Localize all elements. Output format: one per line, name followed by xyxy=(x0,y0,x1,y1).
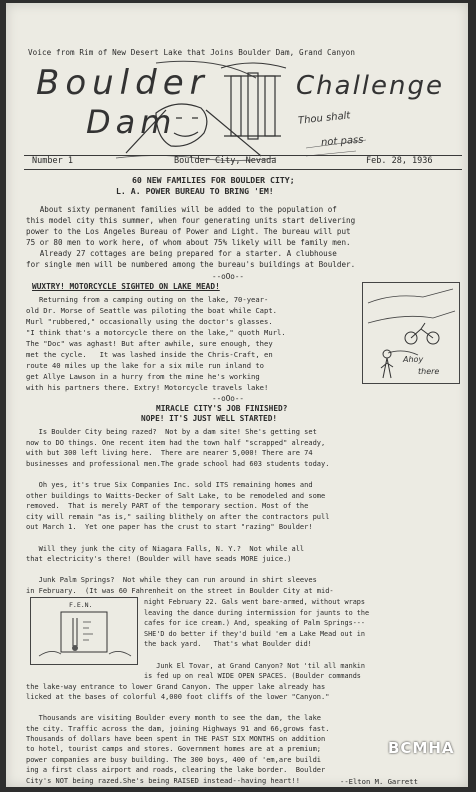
issue-date: Feb. 28, 1936 xyxy=(366,156,433,166)
watermark: BCMHA xyxy=(388,739,455,757)
story2-headline: WUXTRY! MOTORCYCLE SIGHTED ON LAKE MEAD! xyxy=(32,282,220,291)
lead-line: for single men will be numbered among the bureau's buildings at Boulder. xyxy=(26,260,356,269)
story3-line: leaving the dance during intermission for jaunts to the xyxy=(144,608,370,617)
divider: --oOo-- xyxy=(212,394,245,403)
story3-line: SHE'D do better if they'd build 'em a Lake Mead out in xyxy=(144,629,365,638)
thermometer-sketch-box xyxy=(30,597,138,665)
story3-line: now to DO things. One recent item had the town half "scrapped" already, xyxy=(26,438,326,447)
lead-line: 75 or 80 men to work here, of whom about 75% likely will be family men. xyxy=(26,238,351,247)
story3-line xyxy=(26,533,334,544)
story3-line: Junk El Tovar, at Grand Canyon? Not 'til all mankin xyxy=(144,661,365,670)
sketch-caption-2: there xyxy=(418,367,440,376)
story3-wrap-body xyxy=(144,597,369,682)
lead-line: this model city this summer, when four generating units start delivering xyxy=(26,216,356,225)
sketch-caption-1: Ahoy xyxy=(403,355,424,364)
lead-body xyxy=(26,204,355,270)
motorcycle-sketch-icon xyxy=(363,283,459,383)
story3-line: is fed up on real WIDE OPEN SPACES. (Boulder commands xyxy=(144,672,361,681)
title-challenge: Challenge xyxy=(296,71,444,101)
newsletter-page xyxy=(6,3,468,787)
story3-line: the back yard. That's what Boulder did! xyxy=(144,640,312,649)
story3-line: in February. (It was 60 Fahrenheit on the street in Boulder City at mid- xyxy=(26,586,334,595)
story3-line xyxy=(144,650,369,661)
motto-line-2: not pass xyxy=(320,134,364,149)
story3-line: Thousands of dollars have been spent in THE PAST SIX MONTHS on addition xyxy=(26,735,326,744)
story3-line: businesses and professional men.The grade school had 603 students today. xyxy=(26,459,330,468)
story3-line: removed. That is merely PART of the temporary section. Most of the xyxy=(26,502,309,511)
story3-headline-2: NOPE! IT'S JUST WELL STARTED! xyxy=(141,414,278,423)
story2-body xyxy=(26,294,286,393)
story3-line: the city. Traffic across the dam, joining Highways 91 and 66,grows fast. xyxy=(26,724,330,733)
tagline: Voice from Rim of New Desert Lake that Joins Boulder Dam, Grand Canyon xyxy=(28,48,356,57)
story3-line: City's NOT being razed.She's being RAISED instead--having heart!! xyxy=(26,776,300,785)
story3-line xyxy=(26,565,334,576)
lead-headline-1: 60 NEW FAMILIES FOR BOULDER CITY; xyxy=(132,175,295,185)
issue-number: Number 1 xyxy=(32,156,73,166)
story3-after-wrap xyxy=(26,682,329,786)
lead-line: Already 27 cottages are being prepared for a starter. A clubhouse xyxy=(26,249,337,258)
story3-line: the lake-way entrance to lower Grand Canyon. The upper lake already has xyxy=(26,683,326,691)
story3-line: Is Boulder City being razed? Not by a dam site! She's getting set xyxy=(26,428,317,436)
story2-line: Murl "rubbered," occasionally using the doctor's glasses. xyxy=(26,317,273,326)
thermometer-label: F.E.N. xyxy=(69,601,93,609)
story2-line: with his partners there. Extry! Motorcycle travels lake! xyxy=(26,383,269,392)
story3-line xyxy=(26,469,334,480)
lead-line: power to the Los Angeles Bureau of Power and Light. The bureau will put xyxy=(26,227,351,236)
lead-line: About sixty permanent families will be added to the population of xyxy=(26,205,337,214)
story2-line: The "Doc" was aghast! But after awhile, sure enough, they xyxy=(26,339,273,348)
story3-line: to hotel, tourist camps and stores. Government homes are at a premium; xyxy=(26,745,322,754)
story3-line: Will they junk the city of Niagara Falls, N. Y.? Not while all xyxy=(26,544,305,553)
title-dam: Dam xyxy=(86,103,177,141)
story2-line: route 40 miles up the lake for a six mile run inland to xyxy=(26,361,264,370)
title-boulder: Boulder xyxy=(36,63,210,103)
story3-line: night February 22. Gals went bare-armed, without wraps xyxy=(144,598,365,606)
story3-line: power companies are busy building. The 300 boys, 400 of 'em,are buildi xyxy=(26,755,322,764)
story3-line: that electricity's there! (Boulder will have seads MORE juice.) xyxy=(26,555,292,564)
story3-line: Thousands are visiting Boulder every month to see the dam, the lake xyxy=(26,714,322,723)
divider: --oOo-- xyxy=(212,272,245,281)
story3-line xyxy=(26,703,329,713)
story2-line: old Dr. Morse of Seattle was piloting the boat while Capt. xyxy=(26,306,277,315)
story3-line: out March 1. Yet one paper has the crust to start "razing" Boulder! xyxy=(26,523,313,532)
title-dam-sketch xyxy=(6,58,468,168)
masthead-rule-bottom xyxy=(24,169,462,170)
story3-line: ing a first class airport and roads, clearing the lake border. Boulder xyxy=(26,766,326,775)
story2-line: get Allye Lawson in a hurry from the mine he's working xyxy=(26,372,260,381)
story3-line: licked at the bases of colorful 4,000 foot cliffs of the lower "Canyon." xyxy=(26,693,330,702)
lead-headline-2: L. A. POWER BUREAU TO BRING 'EM! xyxy=(116,186,274,196)
story2-line: Returning from a camping outing on the lake, 70-year- xyxy=(26,295,269,304)
story3-line: other buildings to Waitts-Decker of Salt Lake, to be remodeled and some xyxy=(26,491,326,500)
story2-line: met the cycle. It was lashed inside the Chris-Craft, en xyxy=(26,350,273,359)
motto-line-1: Thou shalt xyxy=(297,110,351,127)
thermometer-icon xyxy=(31,598,137,664)
story3-line: city will remain "as is," sailing blithely on after the contractors pull xyxy=(26,512,330,521)
story3-line: Junk Palm Springs? Not while they can run around in shirt sleeves xyxy=(26,576,317,585)
story3-body xyxy=(26,427,334,597)
story2-line: "I think that's a motorcycle there on the lake," quoth Murl. xyxy=(26,328,286,337)
story3-line: cafes for ice cream.) And, speaking of Palm Springs--- xyxy=(144,619,365,628)
signature: --Elton M. Garrett xyxy=(340,777,418,786)
issue-place: Boulder City, Nevada xyxy=(174,156,277,166)
motorcycle-sketch-box xyxy=(362,282,460,384)
story3-line: Oh yes, it's true Six Companies Inc. sold ITS remaining homes and xyxy=(26,480,313,489)
story3-headline-1: MIRACLE CITY'S JOB FINISHED? xyxy=(156,404,288,413)
story3-line: with but 300 left living here. There are nearer 5,000! There are 74 xyxy=(26,449,313,458)
